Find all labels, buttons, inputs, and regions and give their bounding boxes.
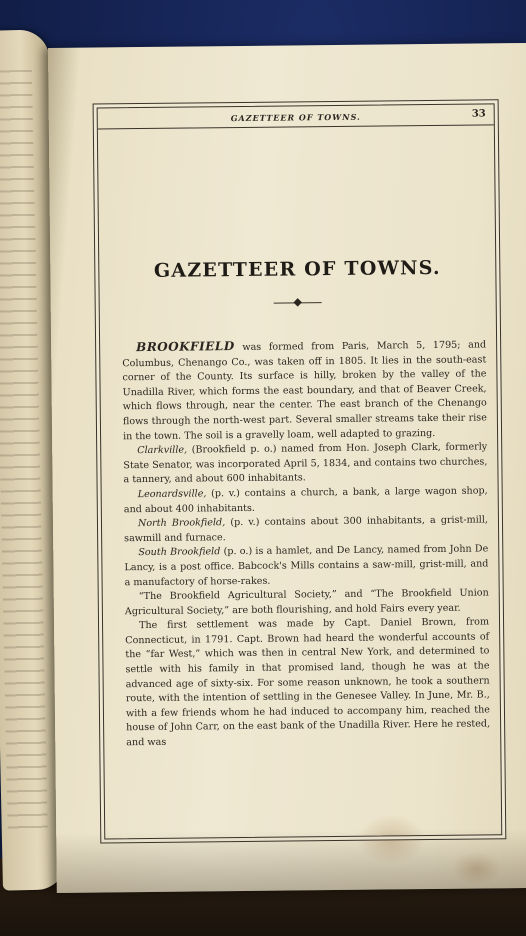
paragraph: [123, 441, 487, 489]
page-shadow: [56, 828, 526, 893]
paragraph-text: (p. v.) contains a church, a bank, a large wagon shop, and about 400 inhabitants.: [123, 485, 488, 515]
ornament-divider: [274, 300, 322, 305]
page-frame: [97, 103, 503, 839]
paragraph-text: (Brookfield p. o.) named from Hon. Joseph Clark, formerly State Senator, was incorporated April 5, 1834, and contains two churches, a tannery, and about 600 inhabitants.: [123, 441, 488, 486]
paragraph-lead: Clarkville,: [137, 444, 188, 457]
page-number: 33: [471, 108, 486, 120]
paragraph: [124, 484, 488, 517]
paragraph-text: “The Brookfield Agricultural Society,” and “The Brookfield Union Agricultural Society,” are both flourishing, and hold Fairs every year.: [124, 587, 489, 617]
paragraph: [124, 543, 488, 591]
paragraph: [124, 514, 488, 547]
paragraph: [122, 336, 487, 444]
paragraph-lead: North Brookfield,: [137, 517, 226, 530]
paragraph-lead: Leonardsville,: [137, 488, 207, 501]
paragraph-lead: BROOKFIELD: [136, 339, 235, 355]
left-page-text: [0, 70, 48, 831]
paragraph: [125, 616, 490, 751]
paragraph-lead: South Brookfield: [138, 546, 221, 559]
paragraph: [125, 587, 489, 620]
body-text: [122, 336, 490, 750]
paragraph-text: was formed from Paris, March 5, 1795; and Columbus, Chenango Co., was taken off in 1805. It lies in the south-east corner of the County. Its surface is hilly, broken by the valley of the Unadilla River, which forms the east boundary, and that of Beaver Creek, which flows through, near the center. The east branch of the Chenango flows through the north-west part. Several smaller streams take their rise in the town. The soil is a gravelly loam, well adapted to grazing.: [122, 339, 487, 442]
book-page: [48, 43, 526, 893]
paragraph-text: (p. v.) contains about 300 inhabitants, a grist-mill, sawmill and furnace.: [124, 514, 489, 544]
running-title: GAZETTEER OF TOWNS.: [230, 111, 361, 124]
running-head: [98, 108, 494, 129]
paragraph-text: The first settlement was made by Capt. Daniel Brown, from Connecticut, in 1791. Capt. Brown had heard the wonderful accounts of the “far West,” which was then in central New York, and determined to settle with his family in that promised land, though he was at the advanced age of sixty-six. For some reason unknown, he took a southern route, with the intention of settling in the Genesee Valley. In June, Mr. B., with a few friends whom he had induced to accompany him, reached the house of John Carr, on the east bank of the Unadilla River. Here he rested, and was: [125, 616, 491, 749]
paragraph-text: (p. o.) is a hamlet, and De Lancy, named from John De Lancy, is a post office. Babcock's Mills contains a saw-mill, grist-mill, and a manufactory of horse-rakes.: [124, 543, 489, 588]
page-title: GAZETTEER OF TOWNS.: [153, 256, 441, 282]
